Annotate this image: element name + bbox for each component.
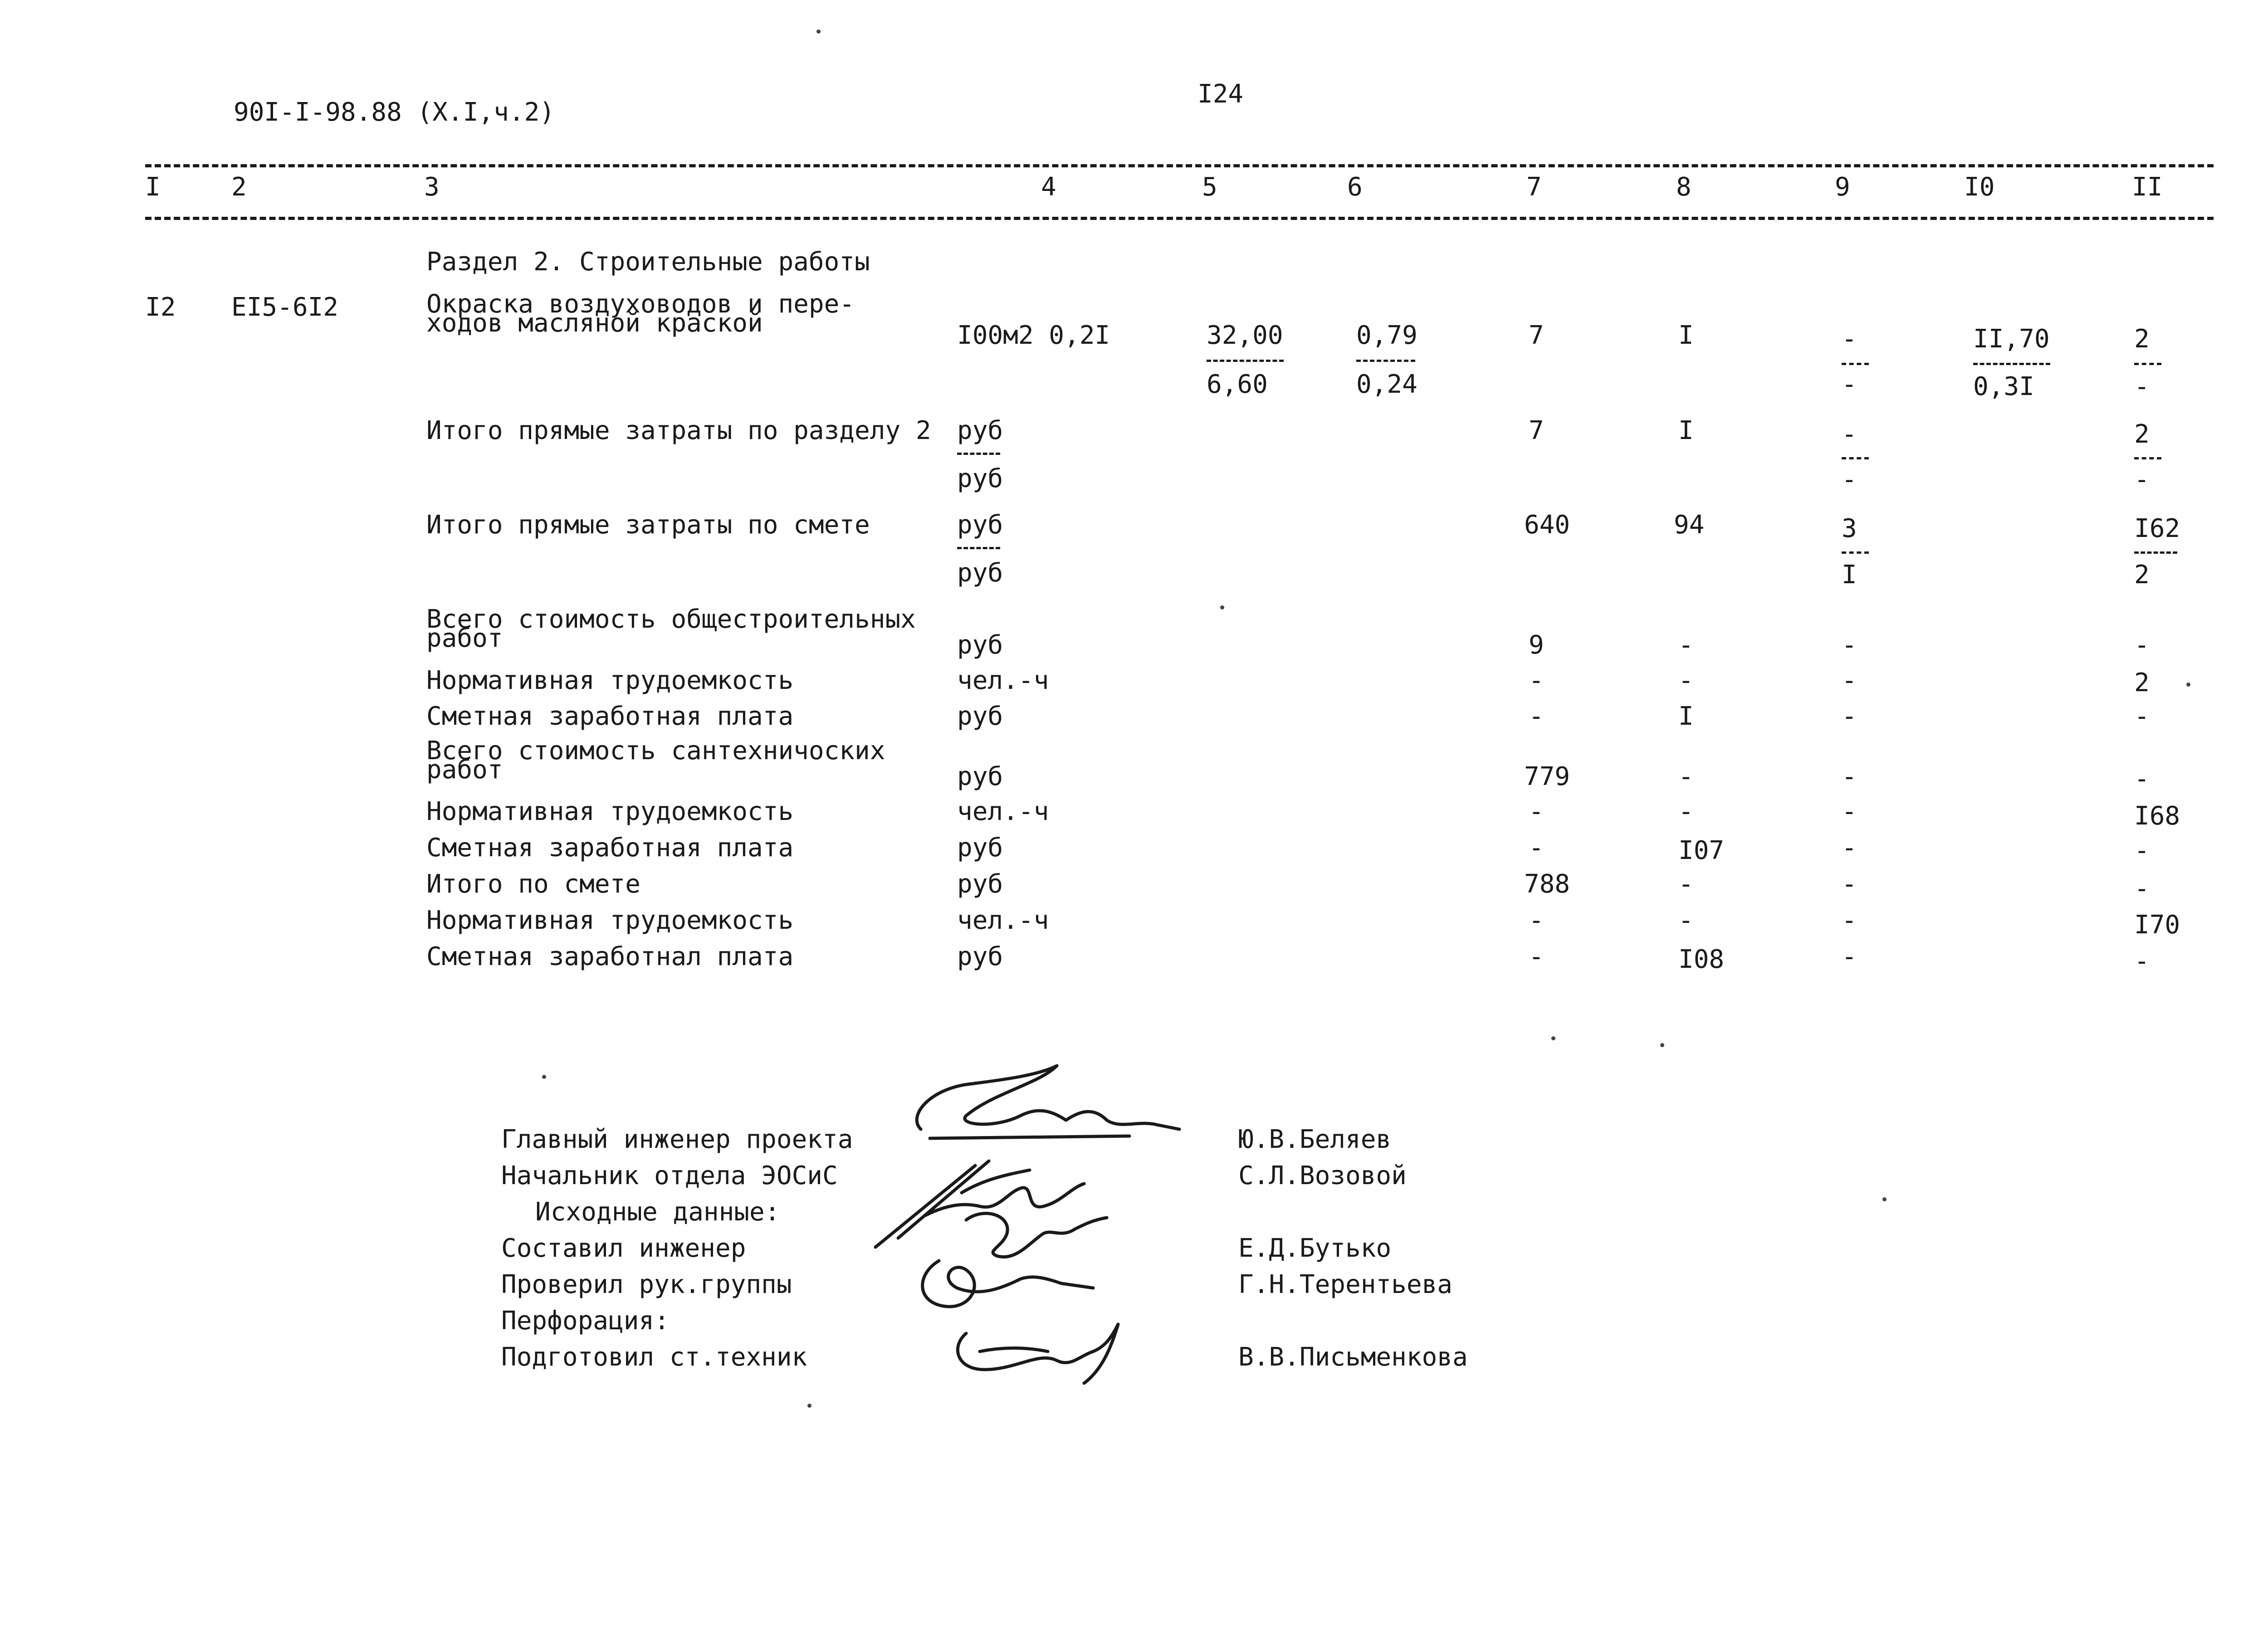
header-top-rule xyxy=(145,164,2214,167)
total-unit-bottom: руб xyxy=(957,464,1003,493)
col-header-10: I0 xyxy=(1964,172,1995,202)
item-c9-top: - xyxy=(1842,324,1857,354)
signatory-name: Г.Н.Терентьева xyxy=(1238,1270,1453,1299)
section-title: Раздел 2. Строительные работы xyxy=(426,247,870,277)
document-code: 90I-I-98.88 (X.I,ч.2) xyxy=(234,98,555,127)
summary-label: Нормативная трудоемкость xyxy=(426,666,794,695)
summary-c11: - xyxy=(2134,630,2150,660)
item-name: Окраска воздуховодов и пере- ходов масляной краской xyxy=(426,289,855,338)
scan-speck xyxy=(1551,1036,1555,1040)
fraction-bar xyxy=(1207,360,1284,362)
scan-speck xyxy=(1220,605,1224,610)
signature-role: Проверил рук.группы xyxy=(501,1270,792,1299)
col-header-1: I xyxy=(145,172,161,202)
col-header-2: 2 xyxy=(231,172,247,202)
summary-c8: - xyxy=(1678,666,1694,695)
scan-speck xyxy=(816,29,821,34)
summary-label: Сметная заработная плата xyxy=(426,833,794,863)
fraction-bar xyxy=(1356,360,1415,362)
total-label: Итого прямые затраты по смете xyxy=(426,510,870,540)
summary-label: Всего стоимость общестроительных работ xyxy=(426,605,916,653)
summary-c11: - xyxy=(2134,702,2150,731)
total-unit-top: руб xyxy=(957,510,1003,540)
summary-label: Нормативная трудоемкость xyxy=(426,797,794,826)
handwritten-signature xyxy=(948,1320,1139,1388)
col-header-8: 8 xyxy=(1676,172,1691,202)
summary-c9: - xyxy=(1842,833,1857,863)
signature-role: Перфорация: xyxy=(501,1306,670,1336)
signature-role: Подготовил ст.техник xyxy=(501,1342,807,1372)
item-c11-top: 2 xyxy=(2134,324,2150,354)
summary-unit: руб xyxy=(957,702,1003,731)
total-c11-top: 2 xyxy=(2134,419,2150,449)
item-c10-top: II,70 xyxy=(1973,324,2050,354)
summary-unit: чел.-ч xyxy=(957,797,1049,826)
summary-c8: I08 xyxy=(1678,945,1725,974)
scan-speck xyxy=(2186,683,2190,687)
summary-unit: руб xyxy=(957,630,1003,660)
summary-c11: - xyxy=(2134,946,2150,976)
item-c10-bottom: 0,3I xyxy=(1973,372,2034,401)
item-c9-bottom: - xyxy=(1842,370,1857,399)
summary-c7: - xyxy=(1529,666,1544,695)
signatory-name: Ю.В.Беляев xyxy=(1238,1125,1392,1154)
item-number: I2 xyxy=(145,293,176,322)
total-unit-bottom: руб xyxy=(957,558,1003,588)
summary-c7: - xyxy=(1529,833,1544,863)
summary-c11: - xyxy=(2134,836,2150,865)
summary-c9: - xyxy=(1842,906,1857,935)
summary-c9: - xyxy=(1842,702,1857,731)
summary-c8: - xyxy=(1678,762,1694,791)
fraction-bar xyxy=(957,453,1000,455)
fraction-bar xyxy=(1842,363,1869,365)
item-c6-bottom: 0,24 xyxy=(1356,370,1418,399)
summary-c11: - xyxy=(2134,764,2150,794)
total-c9-top: 3 xyxy=(1842,514,1857,543)
summary-c9: - xyxy=(1842,942,1857,971)
summary-c11: I70 xyxy=(2134,910,2180,940)
summary-unit: руб xyxy=(957,762,1003,791)
total-c11-top: I62 xyxy=(2134,514,2180,543)
summary-c9: - xyxy=(1842,869,1857,899)
col-header-9: 9 xyxy=(1835,172,1850,202)
col-header-7: 7 xyxy=(1526,172,1542,202)
summary-unit: чел.-ч xyxy=(957,666,1049,695)
summary-c7: - xyxy=(1529,942,1544,971)
summary-c11: 2 xyxy=(2134,668,2150,697)
total-c9-bottom: I xyxy=(1842,560,1857,590)
fraction-bar xyxy=(1842,551,1869,554)
summary-c11: I68 xyxy=(2134,801,2180,831)
col-header-6: 6 xyxy=(1347,172,1363,202)
signatory-name: С.Л.Возовой xyxy=(1238,1161,1407,1190)
summary-unit: руб xyxy=(957,942,1003,971)
signature-role: Составил инженер xyxy=(501,1234,746,1263)
scan-speck xyxy=(542,1075,546,1079)
page-number: I24 xyxy=(1198,79,1244,109)
summary-unit: руб xyxy=(957,869,1003,899)
col-header-11: II xyxy=(2132,172,2163,202)
item-c8: I xyxy=(1678,321,1694,350)
summary-c7: 788 xyxy=(1524,869,1570,899)
summary-c7: - xyxy=(1529,702,1544,731)
total-c11-bottom: - xyxy=(2134,465,2150,494)
item-code: EI5-6I2 xyxy=(231,293,339,322)
summary-c8: I07 xyxy=(1678,836,1725,865)
col-header-4: 4 xyxy=(1041,172,1056,202)
scan-speck xyxy=(807,1404,811,1408)
summary-label: Нормативная трудоемкость xyxy=(426,906,794,935)
header-bottom-rule xyxy=(145,217,2214,220)
fraction-bar xyxy=(2134,457,2161,459)
fraction-bar xyxy=(2134,551,2177,554)
signatory-name: Е.Д.Бутько xyxy=(1238,1234,1392,1263)
summary-c9: - xyxy=(1842,762,1857,791)
summary-c7: 779 xyxy=(1524,762,1570,791)
item-price-top: 32,00 xyxy=(1207,321,1283,350)
summary-c9: - xyxy=(1842,797,1857,826)
summary-label: Всего стоимость сантехничоских работ xyxy=(426,736,885,785)
summary-c7: - xyxy=(1529,906,1544,935)
fraction-bar xyxy=(2134,363,2161,365)
summary-c9: - xyxy=(1842,666,1857,695)
summary-label: Сметная заработная плата xyxy=(426,702,794,731)
fraction-bar xyxy=(957,547,1000,549)
total-unit-top: руб xyxy=(957,416,1003,445)
item-c7: 7 xyxy=(1529,321,1544,350)
total-c11-bottom: 2 xyxy=(2134,560,2150,590)
signatory-name: В.В.Письменкова xyxy=(1238,1342,1468,1372)
total-c8: 94 xyxy=(1674,510,1705,540)
summary-c7: - xyxy=(1529,797,1544,826)
signature-role: Исходные данные: xyxy=(535,1197,780,1227)
summary-c8: - xyxy=(1678,797,1694,826)
total-c7: 640 xyxy=(1524,510,1570,540)
summary-c8: I xyxy=(1678,702,1694,731)
signature-role: Главный инженер проекта xyxy=(501,1125,853,1154)
summary-label: Сметная заработнал плата xyxy=(426,942,794,971)
summary-c8: - xyxy=(1678,869,1694,899)
fraction-bar xyxy=(1973,363,2050,365)
summary-unit: чел.-ч xyxy=(957,906,1049,935)
total-c9-top: - xyxy=(1842,419,1857,449)
item-unit-quantity: I00м2 0,2I xyxy=(957,321,1110,350)
summary-label: Итого по смете xyxy=(426,869,641,899)
summary-c7: 9 xyxy=(1529,630,1544,660)
fraction-bar xyxy=(1842,457,1869,459)
total-label: Итого прямые затраты по разделу 2 xyxy=(426,416,931,445)
summary-c8: - xyxy=(1678,906,1694,935)
col-header-5: 5 xyxy=(1202,172,1217,202)
summary-unit: руб xyxy=(957,833,1003,863)
col-header-3: 3 xyxy=(424,172,440,202)
signature-role: Начальник отдела ЭОСиС xyxy=(501,1161,838,1190)
summary-c8: - xyxy=(1678,630,1694,660)
summary-c11: - xyxy=(2134,874,2150,903)
total-c9-bottom: - xyxy=(1842,465,1857,494)
scan-speck xyxy=(1660,1043,1664,1047)
summary-c9: - xyxy=(1842,630,1857,660)
item-price-bottom: 6,60 xyxy=(1207,370,1268,399)
scan-speck xyxy=(1882,1197,1887,1201)
handwritten-signature xyxy=(912,1252,1102,1315)
total-c8: I xyxy=(1678,416,1694,445)
total-c7: 7 xyxy=(1529,416,1544,445)
item-c6-top: 0,79 xyxy=(1356,321,1418,350)
item-c11-bottom: - xyxy=(2134,372,2150,401)
